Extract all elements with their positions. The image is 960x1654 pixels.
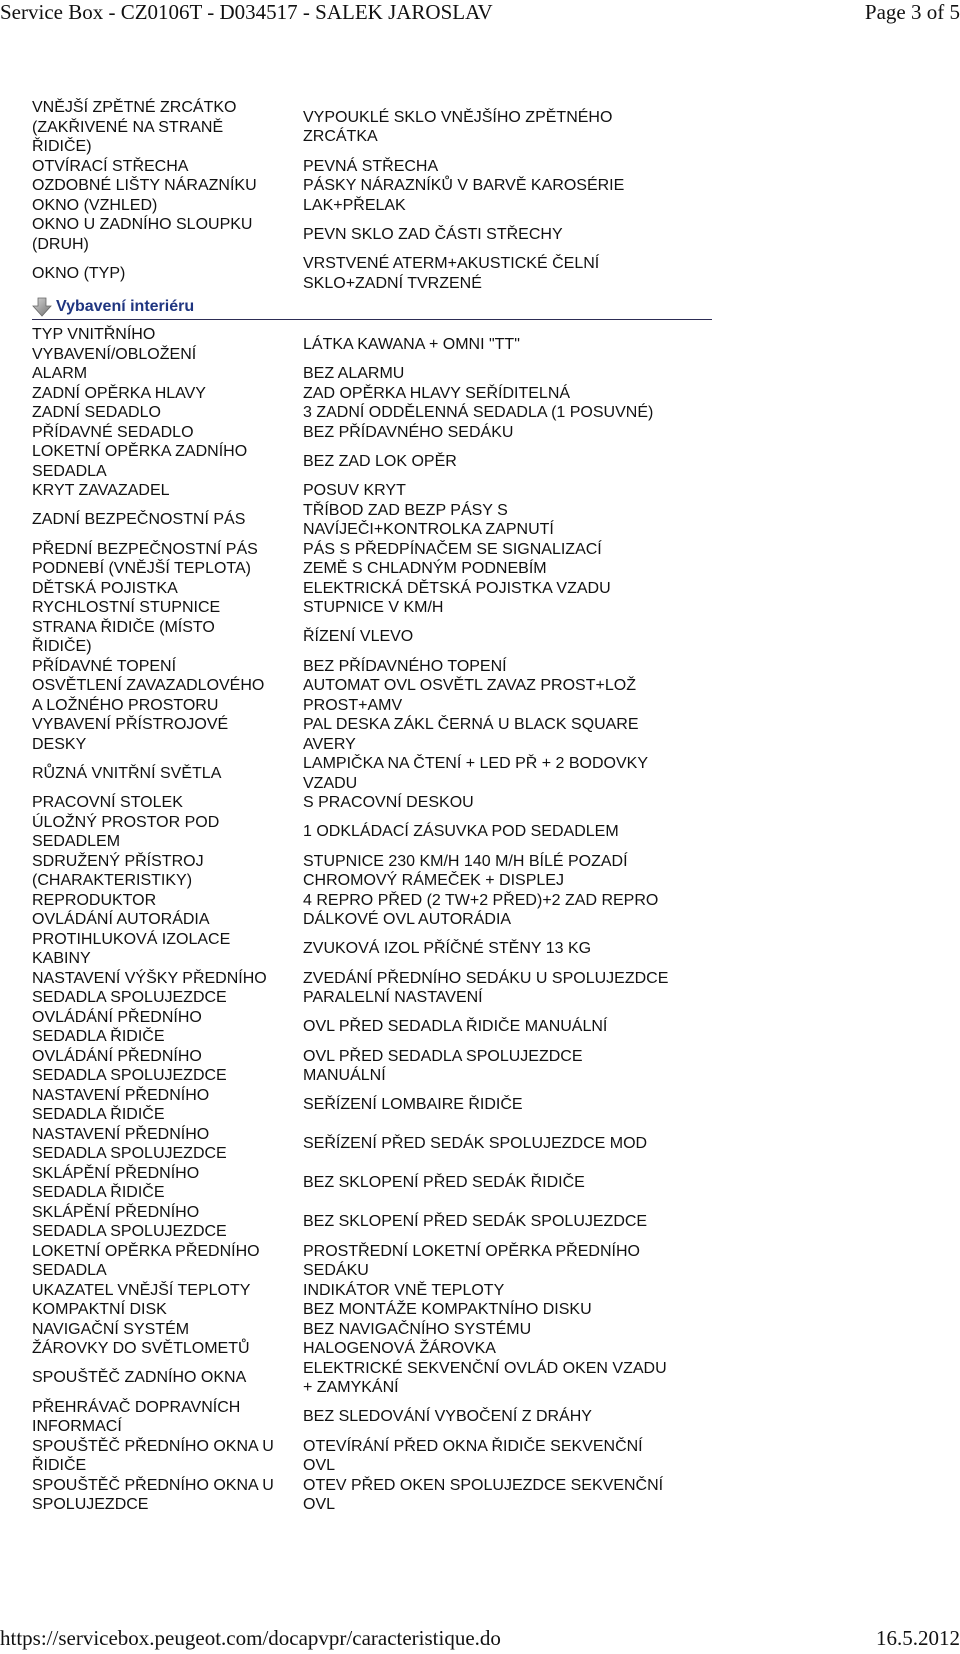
spec-value: DÁLKOVÉ OVL AUTORÁDIA bbox=[303, 911, 512, 928]
spec-label: OTVÍRACÍ STŘECHA bbox=[32, 157, 189, 175]
spec-label: STRANA ŘIDIČE (MÍSTO ŘIDIČE) bbox=[32, 618, 215, 655]
page-url: https://servicebox.peugeot.com/docapvpr/caracteristique.do bbox=[0, 1626, 501, 1650]
spec-row bbox=[32, 1300, 712, 1320]
section-header-interior bbox=[32, 294, 712, 320]
spec-row bbox=[32, 676, 712, 715]
spec-label: REPRODUKTOR bbox=[32, 891, 157, 909]
spec-row bbox=[32, 215, 712, 254]
spec-value: PAL DESKA ZÁKL ČERNÁ U BLACK SQUARE AVERY bbox=[303, 716, 639, 753]
document-title: Service Box - CZ0106T - D034517 - SALEK JAROSLAV bbox=[0, 0, 493, 24]
spec-row bbox=[32, 1437, 712, 1476]
spec-value: BEZ PŘÍDAVNÉHO SEDÁKU bbox=[303, 423, 514, 441]
spec-row bbox=[32, 254, 712, 293]
spec-content bbox=[32, 98, 712, 1515]
spec-row bbox=[32, 1242, 712, 1281]
download-arrow-icon bbox=[32, 296, 52, 318]
spec-label: OVLÁDÁNÍ PŘEDNÍHO SEDADLA SPOLUJEZDCE bbox=[32, 1047, 227, 1084]
spec-value: ZAD OPĚRKA HLAVY SEŘÍDITELNÁ bbox=[303, 384, 571, 402]
spec-value: TŘÍBOD ZAD BEZP PÁSY S NAVÍJEČI+KONTROLKA ZAPNUTÍ bbox=[303, 501, 554, 538]
spec-label: NAVIGAČNÍ SYSTÉM bbox=[32, 1320, 190, 1338]
spec-label: NASTAVENÍ PŘEDNÍHO SEDADLA ŘIDIČE bbox=[32, 1086, 210, 1123]
spec-label: SKLÁPĚNÍ PŘEDNÍHO SEDADLA SPOLUJEZDCE bbox=[32, 1203, 227, 1240]
spec-value: OTEV PŘED OKEN SPOLUJEZDCE SEKVENČNÍ OVL bbox=[303, 1476, 664, 1513]
spec-value: ZEMĚ S CHLADNÝM PODNEBÍM bbox=[303, 560, 547, 577]
spec-row bbox=[32, 176, 712, 196]
spec-label: KOMPAKTNÍ DISK bbox=[32, 1301, 167, 1318]
spec-value: LAK+PŘELAK bbox=[303, 196, 406, 214]
spec-label: ALARM bbox=[32, 365, 88, 382]
spec-row bbox=[32, 1125, 712, 1164]
spec-value: PEVNÁ STŘECHA bbox=[303, 157, 439, 175]
spec-label: SPOUŠTĚČ ZADNÍHO OKNA bbox=[32, 1369, 247, 1387]
spec-value: INDIKÁTOR VNĚ TEPLOTY bbox=[303, 1281, 505, 1299]
spec-value: BEZ ALARMU bbox=[303, 365, 405, 382]
spec-value: BEZ ZAD LOK OPĚR bbox=[303, 452, 457, 470]
spec-label: PŘÍDAVNÉ SEDADLO bbox=[32, 423, 194, 441]
spec-label: OKNO (TYP) bbox=[32, 264, 126, 282]
spec-row bbox=[32, 1398, 712, 1437]
spec-row bbox=[32, 403, 712, 423]
spec-row bbox=[32, 1359, 712, 1398]
spec-label: PŘÍDAVNÉ TOPENÍ bbox=[32, 657, 177, 675]
spec-label: TYP VNITŘNÍHO VYBAVENÍ/OBLOŽENÍ bbox=[32, 326, 197, 363]
spec-value: ZVUKOVÁ IZOL PŘÍČNÉ STĚNY 13 KG bbox=[303, 940, 592, 958]
spec-value: BEZ NAVIGAČNÍHO SYSTÉMU bbox=[303, 1320, 532, 1338]
spec-label: UKAZATEL VNĚJŠÍ TEPLOTY bbox=[32, 1281, 251, 1299]
spec-row bbox=[32, 325, 712, 364]
spec-label: RYCHLOSTNÍ STUPNICE bbox=[32, 599, 221, 616]
spec-list-exterior bbox=[32, 98, 712, 293]
spec-row bbox=[32, 793, 712, 813]
spec-row bbox=[32, 715, 712, 754]
spec-value: 1 ODKLÁDACÍ ZÁSUVKA POD SEDADLEM bbox=[303, 823, 619, 841]
spec-row bbox=[32, 1086, 712, 1125]
spec-label: OKNO (VZHLED) bbox=[32, 196, 158, 214]
spec-row bbox=[32, 930, 712, 969]
spec-label: ZADNÍ SEDADLO bbox=[32, 404, 161, 421]
spec-row bbox=[32, 1476, 712, 1515]
spec-value: HALOGENOVÁ ŽÁROVKA bbox=[303, 1340, 496, 1357]
spec-value: ELEKTRICKÁ DĚTSKÁ POJISTKA VZADU bbox=[303, 579, 611, 597]
spec-label: SKLÁPĚNÍ PŘEDNÍHO SEDADLA ŘIDIČE bbox=[32, 1164, 200, 1201]
spec-row bbox=[32, 501, 712, 540]
spec-value: PROSTŘEDNÍ LOKETNÍ OPĚRKA PŘEDNÍHO SEDÁKU bbox=[303, 1242, 640, 1279]
page-header bbox=[0, 0, 960, 30]
spec-row bbox=[32, 579, 712, 599]
spec-value: BEZ SLEDOVÁNÍ VYBOČENÍ Z DRÁHY bbox=[303, 1408, 592, 1426]
spec-value: 3 ZADNÍ ODDĚLENNÁ SEDADLA (1 POSUVNÉ) bbox=[303, 404, 654, 421]
spec-row bbox=[32, 910, 712, 930]
spec-row bbox=[32, 598, 712, 618]
spec-label: OKNO U ZADNÍHO SLOUPKU (DRUH) bbox=[32, 216, 253, 253]
spec-label: PŘEDNÍ BEZPEČNOSTNÍ PÁS bbox=[32, 540, 258, 558]
spec-row bbox=[32, 540, 712, 560]
spec-value: POSUV KRYT bbox=[303, 482, 406, 499]
spec-value: BEZ MONTÁŽE KOMPAKTNÍHO DISKU bbox=[303, 1301, 592, 1318]
spec-row bbox=[32, 657, 712, 677]
spec-label: ÚLOŽNÝ PROSTOR POD SEDADLEM bbox=[32, 813, 220, 850]
spec-row bbox=[32, 1320, 712, 1340]
spec-row bbox=[32, 442, 712, 481]
spec-value: BEZ SKLOPENÍ PŘED SEDÁK ŘIDIČE bbox=[303, 1174, 585, 1192]
spec-label: DĚTSKÁ POJISTKA bbox=[32, 579, 178, 597]
spec-label: PROTIHLUKOVÁ IZOLACE KABINY bbox=[32, 930, 231, 967]
spec-label: LOKETNÍ OPĚRKA ZADNÍHO SEDADLA bbox=[32, 443, 248, 480]
spec-label: SPOUŠTĚČ PŘEDNÍHO OKNA U SPOLUJEZDCE bbox=[32, 1476, 274, 1513]
spec-label: ZADNÍ OPĚRKA HLAVY bbox=[32, 384, 206, 402]
spec-row bbox=[32, 1008, 712, 1047]
spec-row bbox=[32, 157, 712, 177]
spec-label: SDRUŽENÝ PŘÍSTROJ (CHARAKTERISTIKY) bbox=[32, 852, 204, 889]
spec-value: OVL PŘED SEDADLA SPOLUJEZDCE MANUÁLNÍ bbox=[303, 1047, 583, 1084]
page-footer bbox=[0, 1624, 960, 1654]
spec-value: OTEVÍRÁNÍ PŘED OKNA ŘIDIČE SEKVENČNÍ OVL bbox=[303, 1437, 643, 1474]
spec-row bbox=[32, 1164, 712, 1203]
spec-row bbox=[32, 384, 712, 404]
spec-value: S PRACOVNÍ DESKOU bbox=[303, 794, 474, 811]
spec-label: VNĚJŠÍ ZPĚTNÉ ZRCÁTKO (ZAKŘIVENÉ NA STRANĚ ŘIDIČE) bbox=[32, 99, 237, 155]
spec-row bbox=[32, 891, 712, 911]
spec-label: PODNEBÍ (VNĚJŠÍ TEPLOTA) bbox=[32, 560, 252, 577]
spec-row bbox=[32, 1339, 712, 1359]
spec-value: ŘÍZENÍ VLEVO bbox=[303, 628, 414, 646]
spec-value: PEVN SKLO ZAD ČÁSTI STŘECHY bbox=[303, 225, 563, 243]
spec-row bbox=[32, 481, 712, 501]
spec-value: SEŘÍZENÍ LOMBAIRE ŘIDIČE bbox=[303, 1096, 523, 1114]
spec-value: STUPNICE V KM/H bbox=[303, 599, 444, 616]
print-date: 16.5.2012 bbox=[876, 1626, 960, 1650]
spec-value: 4 REPRO PŘED (2 TW+2 PŘED)+2 ZAD REPRO bbox=[303, 891, 659, 909]
spec-list-interior bbox=[32, 325, 712, 1515]
spec-row bbox=[32, 852, 712, 891]
spec-row bbox=[32, 364, 712, 384]
spec-row bbox=[32, 196, 712, 216]
spec-label: LOKETNÍ OPĚRKA PŘEDNÍHO SEDADLA bbox=[32, 1242, 260, 1279]
spec-row bbox=[32, 813, 712, 852]
spec-value: AUTOMAT OVL OSVĚTL ZAVAZ PROST+LOŽ PROST+AMV bbox=[303, 677, 636, 714]
spec-value: SEŘÍZENÍ PŘED SEDÁK SPOLUJEZDCE MOD bbox=[303, 1135, 648, 1153]
spec-row bbox=[32, 423, 712, 443]
spec-value: LÁTKA KAWANA + OMNI "TT" bbox=[303, 335, 520, 353]
spec-label: PŘEHRÁVAČ DOPRAVNÍCH INFORMACÍ bbox=[32, 1398, 241, 1435]
spec-value: VRSTVENÉ ATERM+AKUSTICKÉ ČELNÍ SKLO+ZADNÍ TVRZENÉ bbox=[303, 255, 600, 292]
spec-label: SPOUŠTĚČ PŘEDNÍHO OKNA U ŘIDIČE bbox=[32, 1437, 274, 1474]
spec-label: OSVĚTLENÍ ZAVAZADLOVÉHO A LOŽNÉHO PROSTORU bbox=[32, 677, 265, 714]
spec-value: OVL PŘED SEDADLA ŘIDIČE MANUÁLNÍ bbox=[303, 1018, 608, 1036]
page-number: Page 3 of 5 bbox=[864, 0, 960, 24]
section-title: Vybavení interiéru bbox=[56, 297, 195, 315]
spec-row bbox=[32, 754, 712, 793]
spec-row bbox=[32, 1203, 712, 1242]
spec-label: KRYT ZAVAZADEL bbox=[32, 482, 170, 499]
spec-label: ZADNÍ BEZPEČNOSTNÍ PÁS bbox=[32, 511, 246, 529]
spec-label: OVLÁDÁNÍ PŘEDNÍHO SEDADLA ŘIDIČE bbox=[32, 1008, 202, 1045]
spec-label: NASTAVENÍ PŘEDNÍHO SEDADLA SPOLUJEZDCE bbox=[32, 1125, 227, 1162]
spec-row bbox=[32, 559, 712, 579]
spec-label: OZDOBNÉ LIŠTY NÁRAZNÍKU bbox=[32, 177, 257, 194]
spec-value: ELEKTRICKÉ SEKVENČNÍ OVLÁD OKEN VZADU + ZAMYKÁNÍ bbox=[303, 1359, 667, 1396]
spec-row bbox=[32, 98, 712, 157]
spec-value: BEZ SKLOPENÍ PŘED SEDÁK SPOLUJEZDCE bbox=[303, 1213, 648, 1231]
spec-value: STUPNICE 230 KM/H 140 M/H BÍLÉ POZADÍ CHROMOVÝ RÁMEČEK + DISPLEJ bbox=[303, 852, 628, 889]
spec-label: VYBAVENÍ PŘÍSTROJOVÉ DESKY bbox=[32, 716, 229, 753]
spec-label: PRACOVNÍ STOLEK bbox=[32, 794, 183, 811]
spec-value: PÁSKY NÁRAZNÍKŮ V BARVĚ KAROSÉRIE bbox=[303, 177, 625, 194]
spec-value: BEZ PŘÍDAVNÉHO TOPENÍ bbox=[303, 657, 507, 675]
spec-row bbox=[32, 969, 712, 1008]
spec-row bbox=[32, 1281, 712, 1301]
spec-value: LAMPIČKA NA ČTENÍ + LED PŘ + 2 BODOVKY VZADU bbox=[303, 755, 649, 792]
spec-value: PÁS S PŘEDPÍNAČEM SE SIGNALIZACÍ bbox=[303, 540, 602, 558]
spec-label: NASTAVENÍ VÝŠKY PŘEDNÍHO SEDADLA SPOLUJEZDCE bbox=[32, 969, 267, 1006]
spec-label: ŽÁROVKY DO SVĚTLOMETŮ bbox=[32, 1340, 250, 1357]
spec-value: ZVEDÁNÍ PŘEDNÍHO SEDÁKU U SPOLUJEZDCE PARALELNÍ NASTAVENÍ bbox=[303, 969, 669, 1006]
spec-value: VYPOUKLÉ SKLO VNĚJŠÍHO ZPĚTNÉHO ZRCÁTKA bbox=[303, 108, 613, 146]
spec-row bbox=[32, 618, 712, 657]
spec-label: RŮZNÁ VNITŘNÍ SVĚTLA bbox=[32, 764, 222, 782]
spec-label: OVLÁDÁNÍ AUTORÁDIA bbox=[32, 911, 210, 928]
spec-row bbox=[32, 1047, 712, 1086]
